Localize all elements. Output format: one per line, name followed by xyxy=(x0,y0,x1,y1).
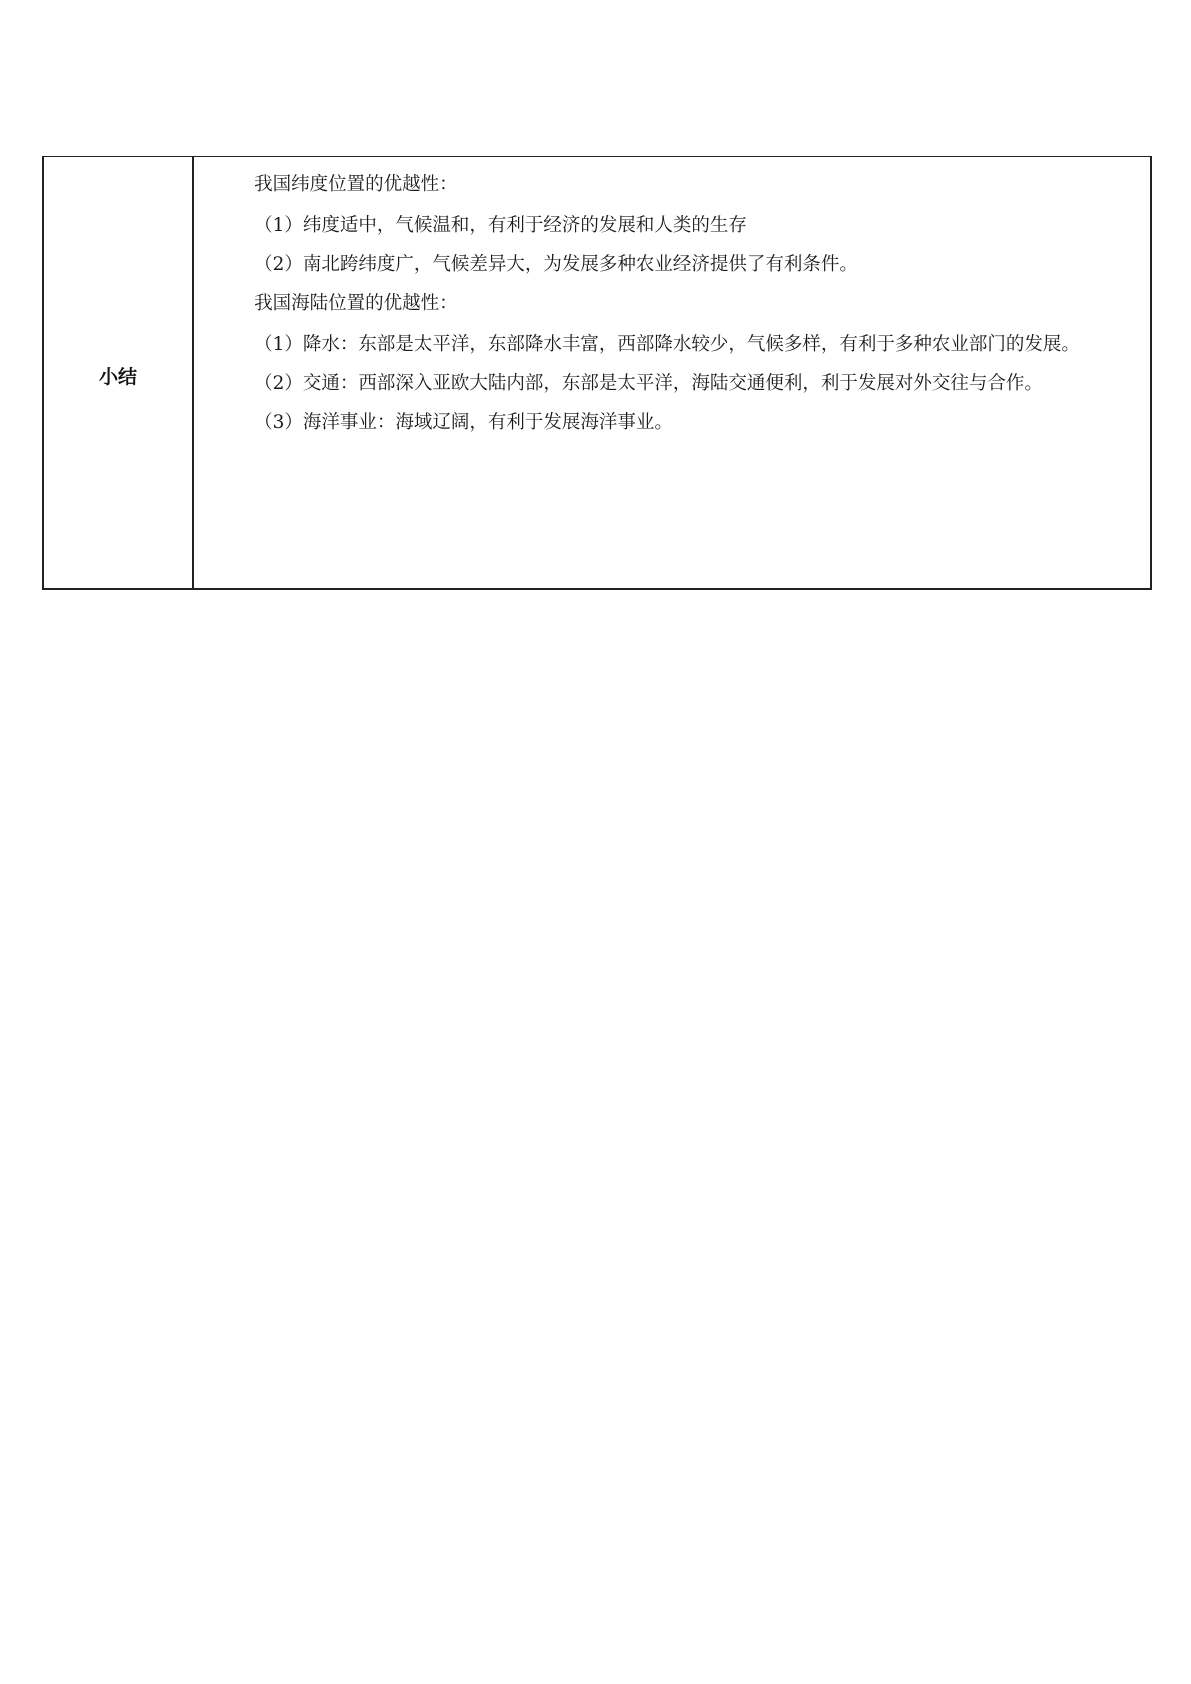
latitude-point-1: （1）纬度适中，气候温和，有利于经济的发展和人类的生存 xyxy=(254,215,747,236)
latitude-heading: 我国纬度位置的优越性： xyxy=(254,174,458,195)
summary-label: 小结 xyxy=(98,366,137,388)
latitude-point-2: （2）南北跨纬度广，气候差异大，为发展多种农业经济提供了有利条件。 xyxy=(254,254,858,275)
summary-table xyxy=(42,156,1152,590)
land-sea-point-1: （1）降水：东部是太平洋，东部降水丰富，西部降水较少，气候多样，有利于多种农业部门的发展。 xyxy=(254,334,1080,355)
land-sea-point-3: （3）海洋事业：海域辽阔，有利于发展海洋事业。 xyxy=(254,412,673,433)
summary-content xyxy=(194,157,1150,438)
summary-content-cell xyxy=(193,157,1151,590)
land-sea-point-2: （2）交通：西部深入亚欧大陆内部，东部是太平洋，海陆交通便利，利于发展对外交往与合作。 xyxy=(254,373,1043,394)
summary-row xyxy=(43,157,1151,590)
summary-label-cell xyxy=(43,157,193,590)
land-sea-heading: 我国海陆位置的优越性： xyxy=(254,293,458,314)
